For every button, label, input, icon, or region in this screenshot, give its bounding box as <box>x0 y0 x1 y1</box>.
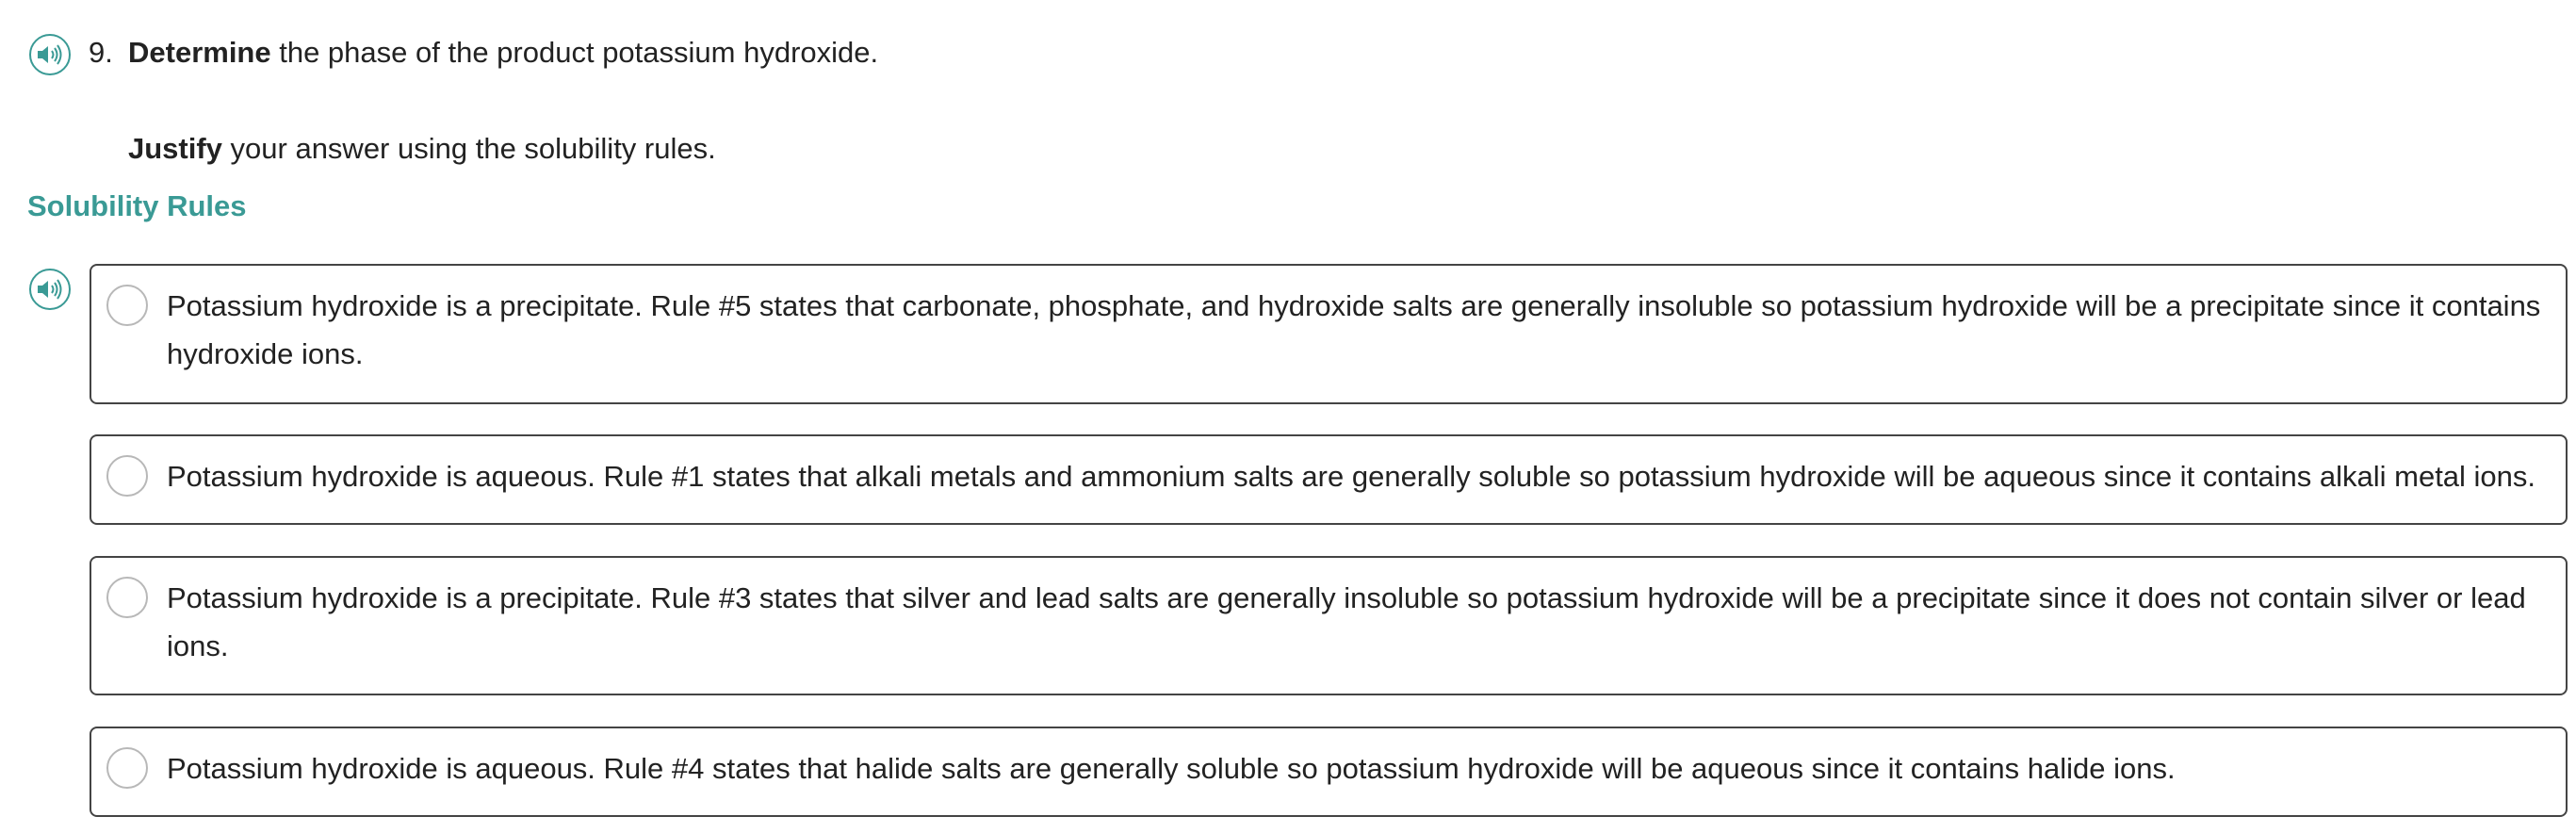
question-justify-text: your answer using the solubility rules. <box>221 132 716 165</box>
solubility-rules-link[interactable]: Solubility Rules <box>27 189 247 222</box>
option-radio-button[interactable] <box>106 747 148 789</box>
answer-option[interactable] <box>90 434 2568 525</box>
question-prompt-keyword: Determine <box>128 36 271 69</box>
option-text: Potassium hydroxide is a precipitate. Rule #5 states that carbonate, phosphate, and hydroxide salts are generally insoluble so potassium hydroxide will be a precipitate since it contains hydroxide ions. <box>167 289 2541 370</box>
answer-option[interactable] <box>90 264 2568 404</box>
option-text: Potassium hydroxide is aqueous. Rule #4 states that halide salts are generally soluble so potassium hydroxide will be aqueous since it contains halide ions. <box>167 752 2176 785</box>
answer-options-audio-button[interactable] <box>29 269 71 310</box>
question-justify-keyword: Justify <box>128 132 222 165</box>
option-radio-button[interactable] <box>106 577 148 618</box>
speaker-icon <box>36 43 64 66</box>
question-prompt <box>128 34 878 72</box>
option-text: Potassium hydroxide is aqueous. Rule #1 states that alkali metals and ammonium salts are generally soluble so potassium hydroxide will be aqueous since it contains alkali metal ions. <box>167 460 2536 493</box>
answer-option[interactable] <box>90 556 2568 695</box>
speaker-icon <box>36 278 64 301</box>
question-audio-button[interactable] <box>29 34 71 75</box>
option-text: Potassium hydroxide is a precipitate. Rule #3 states that silver and lead salts are generally insoluble so potassium hydroxide will be a precipitate since it does not contain silver or lead ions. <box>167 581 2526 662</box>
question-number: 9. <box>89 36 113 69</box>
question-justify <box>128 130 716 168</box>
answer-option[interactable] <box>90 727 2568 817</box>
question-prompt-text: the phase of the product potassium hydroxide. <box>270 36 879 69</box>
option-radio-button[interactable] <box>106 285 148 326</box>
option-radio-button[interactable] <box>106 455 148 497</box>
